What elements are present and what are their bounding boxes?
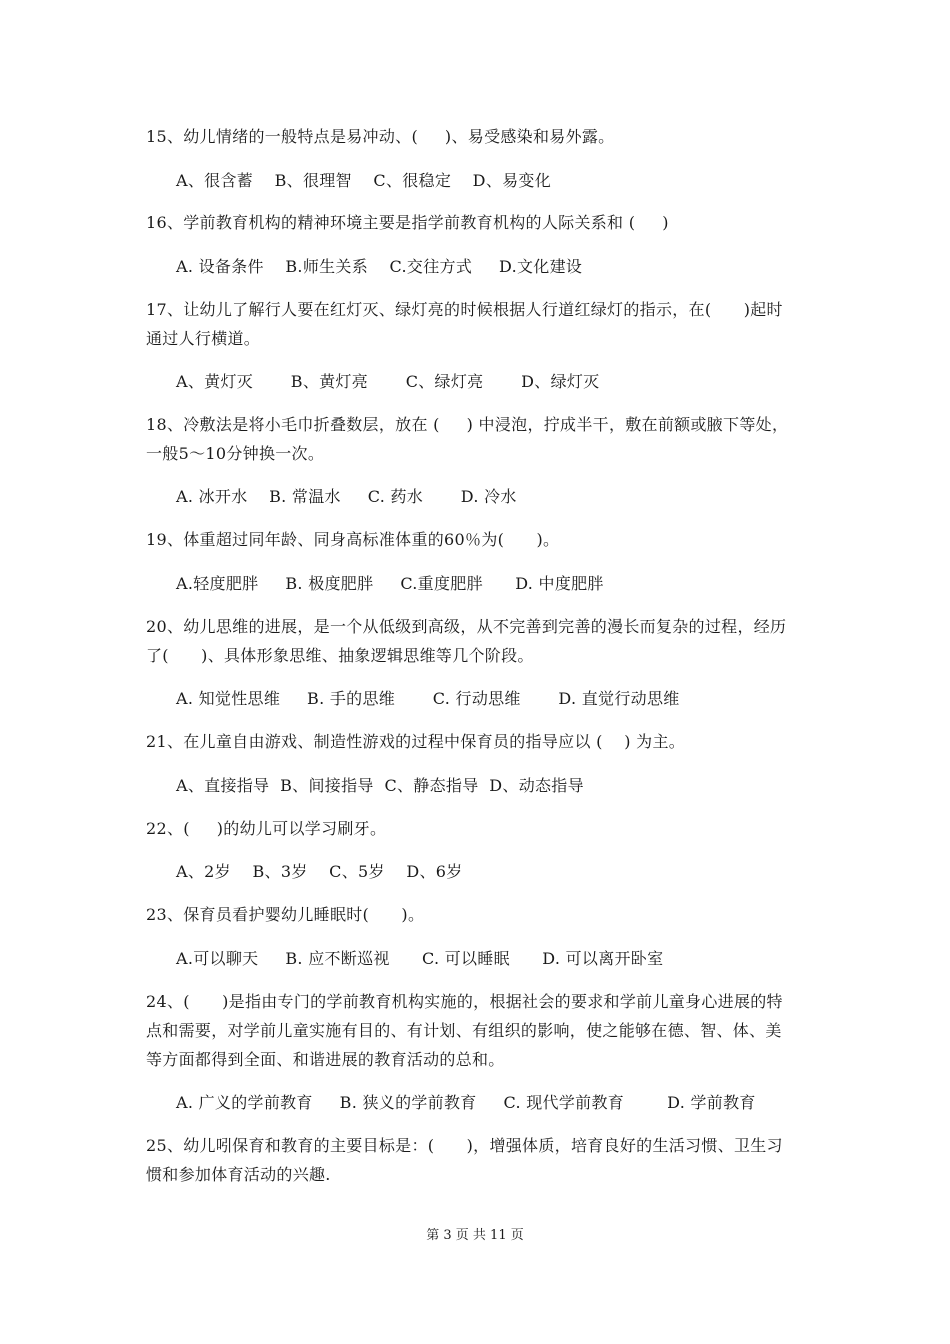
question-24-line-1: 24、( )是指由专门的学前教育机构实施的，根据社会的要求和学前儿童身心进展的特 <box>146 992 783 1011</box>
question-18-line-1: 18、冷敷法是将小毛巾折叠数层，放在 ( ) 中浸泡，拧成半干，敷在前额或腋下等处， <box>146 415 789 434</box>
question-23-options: A.可以聊天 B. 应不断巡视 C. 可以睡眠 D. 可以离开卧室 <box>176 949 664 968</box>
question-19-options: A.轻度肥胖 B. 极度肥胖 C.重度肥胖 D. 中度肥胖 <box>176 574 604 593</box>
question-20-line-2: 了( )、具体形象思维、抽象逻辑思维等几个阶段。 <box>146 646 534 665</box>
question-17-line-2: 通过人行横道。 <box>146 329 261 348</box>
question-25-line-2: 惯和参加体育活动的兴趣. <box>146 1165 331 1184</box>
question-23-line-1: 23、保育员看护婴幼儿睡眠时( )。 <box>146 905 425 924</box>
question-17-options: A、黄灯灭 B、黄灯亮 C、绿灯亮 D、绿灯灭 <box>176 372 600 391</box>
question-19-line-1: 19、体重超过同年龄、同身高标准体重的60％为( )。 <box>146 530 560 549</box>
question-21-line-1: 21、在儿童自由游戏、制造性游戏的过程中保育员的指导应以 ( ) 为主。 <box>146 732 686 751</box>
question-15-options: A、很含蓄 B、很理智 C、很稳定 D、易变化 <box>176 171 552 190</box>
question-20-line-1: 20、幼儿思维的进展，是一个从低级到高级，从不完善到完善的漫长而复杂的过程，经历 <box>146 617 787 636</box>
question-16-line-1: 16、学前教育机构的精神环境主要是指学前教育机构的人际关系和 ( ) <box>146 213 669 232</box>
question-18-options: A. 冰开水 B. 常温水 C. 药水 D. 冷水 <box>176 487 517 506</box>
question-24-options: A. 广义的学前教育 B. 狭义的学前教育 C. 现代学前教育 D. 学前教育 <box>176 1093 756 1112</box>
question-24-line-3: 等方面都得到全面、和谐进展的教育活动的总和。 <box>146 1050 505 1069</box>
page-number-footer: 第 3 页 共 11 页 <box>426 1228 524 1243</box>
question-17-line-1: 17、让幼儿了解行人要在红灯灭、绿灯亮的时候根据人行道红绿灯的指示，在( )起时 <box>146 300 783 319</box>
question-16-options: A. 设备条件 B.师生关系 C.交往方式 D.文化建设 <box>176 257 583 276</box>
question-24-line-2: 点和需要，对学前儿童实施有目的、有计划、有组织的影响，使之能够在德、智、体、美 <box>146 1021 782 1040</box>
question-21-options: A、直接指导 B、间接指导 C、静态指导 D、动态指导 <box>176 776 584 795</box>
question-22-options: A、2岁 B、3岁 C、5岁 D、6岁 <box>176 862 463 881</box>
question-20-options: A. 知觉性思维 B. 手的思维 C. 行动思维 D. 直觉行动思维 <box>176 689 680 708</box>
question-15-line-1: 15、幼儿情绪的一般特点是易冲动、( )、易受感染和易外露。 <box>146 127 615 146</box>
question-25-line-1: 25、幼儿吲保育和教育的主要目标是：( )，增强体质，培育良好的生活习惯、卫生习 <box>146 1136 783 1155</box>
question-18-line-2: 一般5～10分钟换一次。 <box>146 444 325 463</box>
question-22-line-1: 22、( )的幼儿可以学习刷牙。 <box>146 819 387 838</box>
